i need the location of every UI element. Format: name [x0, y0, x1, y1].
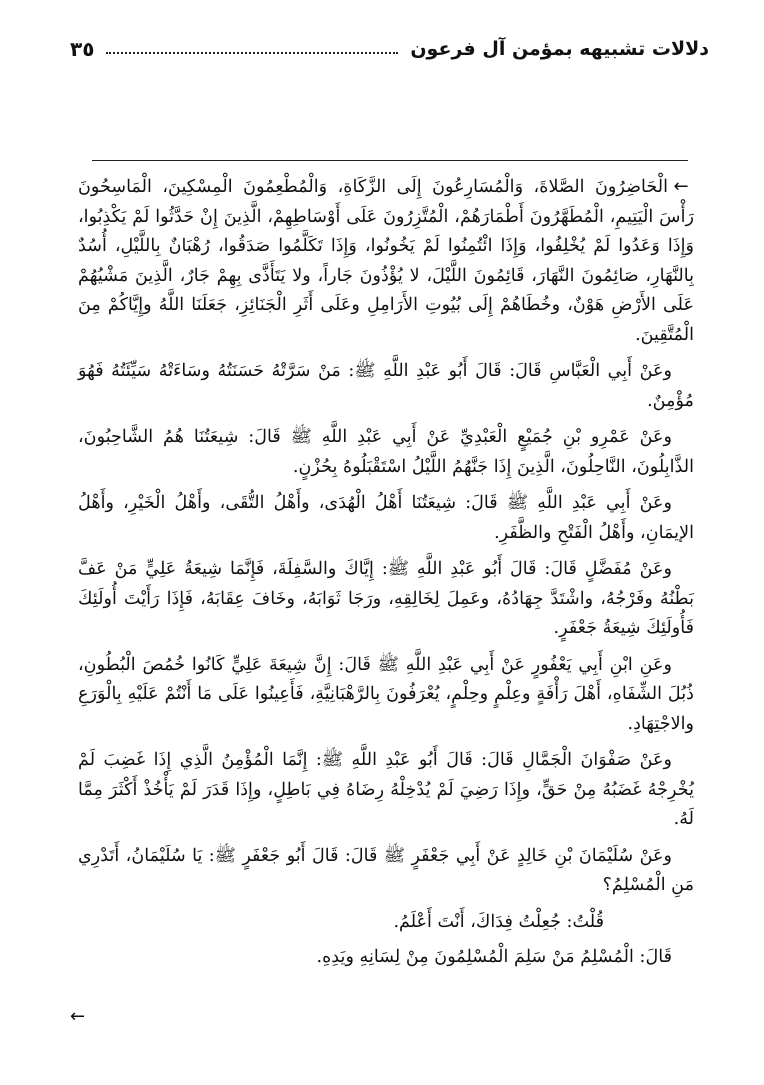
page-body — [78, 172, 694, 980]
paragraph-3: وعَنْ عَمْرِو بْنِ جُمَيْعٍ الْعَبْدِيِّ عَنْ أَبِي عَبْدِ اللَّهِ ﷺ قَالَ: شِيعَتُنَا هُمُ الشَّاحِبُونَ، الذَّابِلُونَ، النَّاحِلُونَ، الَّذِينَ إِذَا جَنَّهُمُ اللَّيْلُ اسْتَقْبَلُوهُ بِحُزْنٍ. — [78, 427, 694, 477]
page-number: ٣٥ — [70, 37, 95, 61]
paragraph-1 — [78, 172, 694, 350]
paragraph-7: وعَنْ صَفْوَانَ الْجَمَّالِ قَالَ: قَالَ أَبُو عَبْدِ اللَّهِ ﷺ: إِنَّمَا الْمُؤْمِنُ الَّذِي إِذَا غَضِبَ لَمْ يُخْرِجْهُ غَضَبُهُ مِنْ حَقٍّ، وإِذَا رَضِيَ لَمْ يُدْخِلْهُ رِضَاهُ فِي بَاطِلٍ، وإِذَا قَدَرَ لَمْ يَأْخُذْ أَكْثَرَ مِمَّا لَهُ. — [78, 750, 694, 829]
running-header — [70, 34, 709, 64]
paragraph-2: وعَنْ أَبِي الْعَبَّاسِ قَالَ: قَالَ أَبُو عَبْدِ اللَّهِ ﷺ: مَنْ سَرَّتْهُ حَسَنَتُهُ وسَاءَتْهُ سَيِّئَتُهُ فَهُوَ مُؤْمِنٌ. — [78, 361, 694, 411]
end-arrow-icon: ← — [70, 1006, 86, 1027]
paragraph-6: وعَنِ ابْنِ أَبِي يَعْفُورٍ عَنْ أَبِي عَبْدِ اللَّهِ ﷺ قَالَ: إِنَّ شِيعَةَ عَلِيٍّ كَانُوا خُمُصَ الْبُطُونِ، ذُبُلَ الشِّفَاهِ، أَهْلَ رَأْفَةٍ وعِلْمٍ وحِلْمٍ، يُعْرَفُونَ بِالرَّهْبَانِيَّةِ، فَأَعِينُوا عَلَى مَا أَنْتُمْ عَلَيْهِ بِالْوَرَعِ والاجْتِهَادِ. — [78, 654, 694, 734]
header-rule — [92, 160, 688, 161]
paragraph-8: وعَنْ سُلَيْمَانَ بْنِ خَالِدٍ عَنْ أَبِي جَعْفَرٍ ﷺ قَالَ: قَالَ أَبُو جَعْفَرٍ ﷺ: يَا سُلَيْمَانُ، أَتَدْرِي مَنِ الْمُسْلِمُ؟ — [78, 845, 694, 895]
paragraph-10: قَالَ: الْمُسْلِمُ مَنْ سَلِمَ الْمُسْلِمُونَ مِنْ لِسَانِهِ ويَدِهِ. — [316, 947, 672, 967]
paragraph-9: قُلْتُ: جُعِلْتُ فِدَاكَ، أَنْتَ أَعْلَمُ. — [393, 911, 604, 932]
running-title: دلالات تشبيهه بمؤمن آل فرعون — [410, 38, 709, 60]
continuation-arrow-icon: ← — [673, 176, 689, 197]
paragraph-5: وعَنْ مُفَضَّلٍ قَالَ: قَالَ أَبُو عَبْدِ اللَّهِ ﷺ: إِيَّاكَ والسَّفِلَةَ، فَإِنَّمَا شِيعَةُ عَلِيٍّ مَنْ عَفَّ بَطْنُهُ وفَرْجُهُ، واشْتَدَّ جِهَادُهُ، وعَمِلَ لِخَالِقِهِ، ورَجَا ثَوَابَهُ، وخَافَ عِقَابَهُ، فَإِذَا رَأَيْتَ أُولَئِكَ فَأُولَئِكَ شِيعَةُ جَعْفَرٍ. — [78, 559, 694, 638]
dot-leader — [106, 52, 398, 54]
paragraph-1-text: الْحَاضِرُونَ الصَّلاةَ، وَالْمُسَارِعُونَ إِلَى الزَّكَاةِ، وَالْمُطْعِمُونَ الْمِسْكِينَ، الْمَاسِحُونَ رَأْسَ الْيَتِيمِ، الْمُطَهَّرُونَ أَطْمَارَهُمْ، الْمُتَّزِرُونَ عَلَى أَوْسَاطِهِمْ، الَّذِينَ إِنْ حَدَّثُوا لَمْ يَكْذِبُوا، وَإِذَا وَعَدُوا لَمْ يُخْلِفُوا، وَإِذَا ائْتُمِنُوا لَمْ يَخُونُوا، وَإِذَا تَكَلَّمُوا صَدَقُوا، رُهْبَانٌ بِاللَّيْلِ، أُسُدٌ بِالنَّهَارِ، صَائِمُونَ النَّهَارَ، قَائِمُونَ اللَّيْلَ، لا يُؤْذُونَ جَاراً، ولا يَتَأَذَّى بِهِمْ جَارٌ، الَّذِينَ مَشْيُهُمْ عَلَى الأَرْضِ هَوْنٌ، وخُطَاهُمْ إِلَى بُيُوتِ الأَرَامِلِ وعَلَى أَثَرِ الْجَنَائِزِ، جَعَلَنَا اللَّهُ وإِيَّاكُمْ مِنَ الْمُتَّقِينَ. — [78, 177, 694, 345]
paragraph-4: وعَنْ أَبِي عَبْدِ اللَّهِ ﷺ قَالَ: شِيعَتُنَا أَهْلُ الْهُدَى، وأَهْلُ التُّقَى، وأَهْلُ الْخَيْرِ، وأَهْلُ الإيمَانِ، وأَهْلُ الْفَتْحِ والظَّفَرِ. — [78, 493, 694, 543]
